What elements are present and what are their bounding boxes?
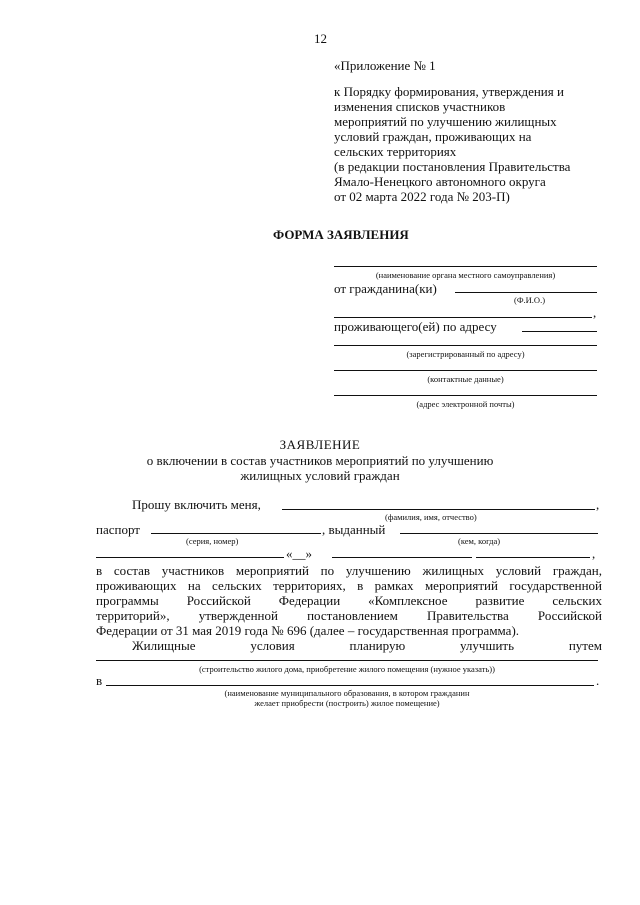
- caption-fio: (Ф.И.О.): [514, 295, 546, 305]
- housing-line: Жилищные условия планирую улучшить путем: [132, 638, 602, 653]
- authority-line[interactable]: [334, 266, 597, 267]
- fio-line[interactable]: [455, 292, 597, 293]
- from-label: от гражданина(ки): [334, 281, 437, 296]
- appendix-line: Ямало-Ненецкого автономного округа: [334, 174, 546, 189]
- appendix-line: к Порядку формирования, утверждения и: [334, 84, 564, 99]
- statement-title: ЗАЯВЛЕНИЕ: [279, 437, 361, 452]
- caption-series: (серия, номер): [186, 536, 239, 546]
- caption-authority: (наименование органа местного самоуправления): [375, 270, 556, 280]
- issued-by-line-2[interactable]: [96, 557, 284, 558]
- appendix-line: условий граждан, проживающих на: [334, 129, 532, 144]
- period: .: [596, 673, 600, 688]
- para-line: территорий», утвержденной постановлением Правительства Российской: [96, 608, 602, 623]
- statement-subtitle-1: о включении в состав участников мероприятий по улучшению: [146, 453, 494, 468]
- issued-by-line[interactable]: [400, 533, 598, 534]
- address-line[interactable]: [522, 331, 597, 332]
- para-line: в состав участников мероприятий по улучшению жилищных условий граждан,: [96, 563, 602, 578]
- name-line[interactable]: [282, 509, 595, 510]
- caption-issued: (кем, когда): [458, 536, 501, 546]
- passport-series-line[interactable]: [151, 533, 321, 534]
- page-number: 12: [314, 31, 327, 46]
- date-quote: «__»: [286, 546, 312, 561]
- caption-method: (строительство жилого дома, приобретение жилого помещения (нужное указать)): [199, 664, 495, 674]
- comma: ,: [592, 546, 596, 561]
- appendix-line: от 02 марта 2022 года № 203-П): [334, 189, 510, 204]
- request-label: Прошу включить меня,: [132, 497, 261, 512]
- registered-line[interactable]: [334, 345, 597, 346]
- passport-label: паспорт: [96, 522, 140, 537]
- issued-label: , выданный: [322, 522, 386, 537]
- appendix-line: изменения списков участников: [334, 99, 506, 114]
- month-line[interactable]: [332, 557, 472, 558]
- caption-municipality-1: (наименование муниципального образования, в котором гражданин: [224, 688, 470, 698]
- method-line[interactable]: [96, 660, 598, 661]
- residing-label: проживающего(ей) по адресу: [334, 319, 497, 334]
- caption-email: (адрес электронной почты): [416, 399, 515, 409]
- statement-subtitle-2: жилищных условий граждан: [240, 468, 400, 483]
- email-line[interactable]: [334, 395, 597, 396]
- appendix-line: сельских территориях: [334, 144, 457, 159]
- caption-municipality-2: желает приобрести (построить) жилое помещение): [254, 698, 440, 708]
- fio-line-2[interactable]: [334, 317, 592, 318]
- form-title: ФОРМА ЗАЯВЛЕНИЯ: [273, 227, 409, 242]
- contacts-line[interactable]: [334, 370, 597, 371]
- appendix-line: мероприятий по улучшению жилищных: [334, 114, 557, 129]
- caption-registered: (зарегистрированный по адресу): [406, 349, 525, 359]
- caption-name: (фамилия, имя, отчество): [385, 512, 477, 522]
- municipality-line[interactable]: [106, 685, 594, 686]
- appendix-title: «Приложение № 1: [334, 58, 436, 73]
- para-line: программы Российской Федерации «Комплексное развитие сельских: [96, 593, 602, 608]
- in-label: в: [96, 673, 103, 688]
- comma: ,: [596, 497, 600, 512]
- caption-contacts: (контактные данные): [427, 374, 504, 384]
- comma: ,: [593, 305, 597, 320]
- appendix-line: (в редакции постановления Правительства: [334, 159, 571, 174]
- para-line-last: Федерации от 31 мая 2019 года № 696 (далее – государственная программа).: [96, 623, 520, 638]
- year-line[interactable]: [476, 557, 590, 558]
- para-line: проживающих на сельских территориях, в рамках мероприятий государственной: [96, 578, 602, 593]
